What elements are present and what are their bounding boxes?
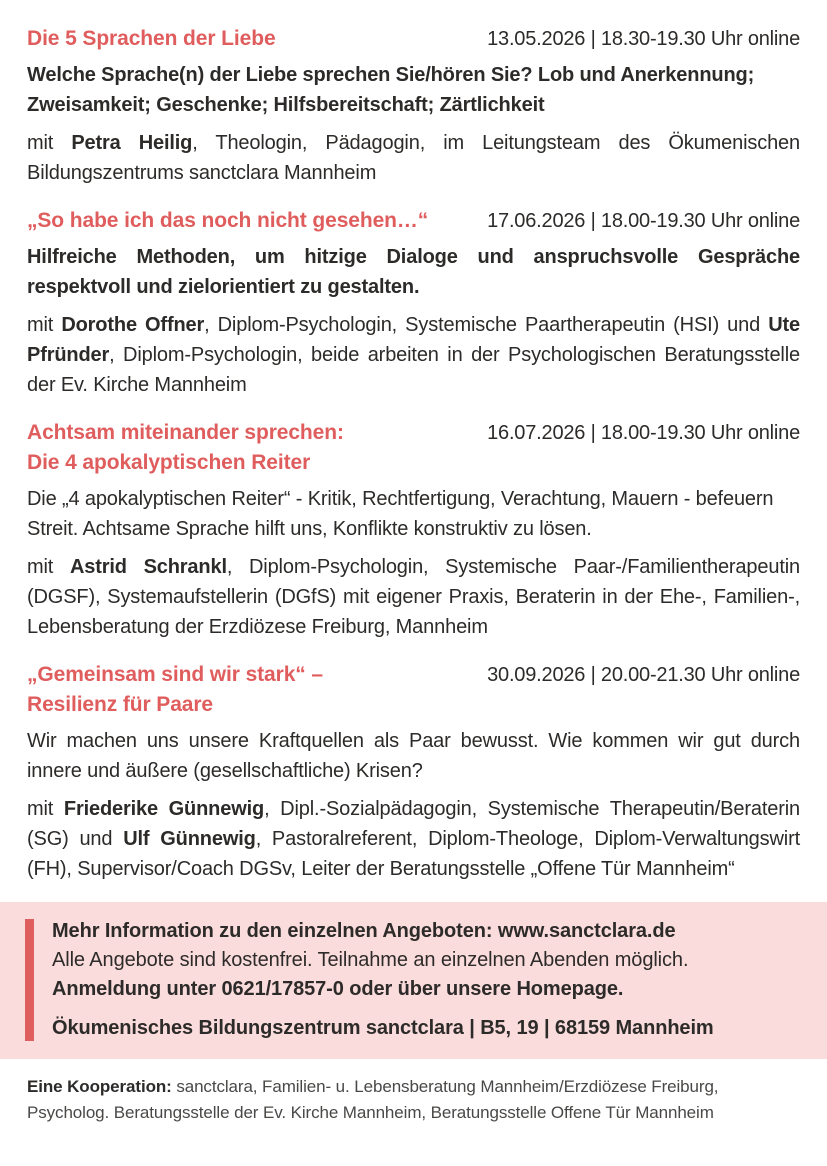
info-address-line bbox=[52, 1014, 800, 1043]
text-run: Alle Angebote sind kostenfrei. Teilnahme an einzelnen Abenden möglich. bbox=[52, 949, 689, 971]
info-free-attendance-line bbox=[52, 946, 800, 975]
event-title bbox=[27, 24, 276, 54]
event-description: Hilfreiche Methoden, um hitzige Dialoge und anspruchsvolle Gespräche respektvoll und zielorientiert zu gestalten. bbox=[27, 246, 800, 298]
text-run: mit bbox=[27, 314, 62, 336]
info-box-text bbox=[52, 917, 800, 1043]
text-run: Petra Heilig bbox=[71, 132, 193, 154]
event-item bbox=[27, 24, 800, 188]
event-title-line: „Gemeinsam sind wir stark“ – bbox=[27, 663, 323, 686]
event-item bbox=[27, 418, 800, 642]
text-run: , Diplom-Psychologin, beide arbeiten in der Psychologischen Beratungsstelle der Ev. Kirche Mannheim bbox=[27, 344, 800, 396]
event-header bbox=[27, 418, 800, 478]
text-run: Astrid Schrankl bbox=[69, 556, 227, 578]
text-run: , Theologin, Pädagogin, im Leitungsteam des Ökumenischen Bildungszentrums sanctclara Mannheim bbox=[27, 132, 800, 184]
event-title-line: Achtsam miteinander sprechen: bbox=[27, 421, 344, 444]
event-header bbox=[27, 206, 800, 236]
event-speakers bbox=[27, 794, 800, 884]
event-description: Welche Sprache(n) der Liebe sprechen Sie/hören Sie? Lob und Anerkennung; Zweisamkeit; Geschenke; Hilfsbereitschaft; Zärtlichkeit bbox=[27, 64, 755, 116]
event-title-line: „So habe ich das noch nicht gesehen…“ bbox=[27, 209, 429, 232]
text-run: sanctclara, Familien- u. Lebensberatung Mannheim/Erzdiözese Freiburg, Psycholog. Beratungsstelle der Ev. Kirche Mannheim, Beratungsstelle Offene Tür Mannheim bbox=[27, 1077, 719, 1122]
text-run: Friederike Günnewig bbox=[63, 798, 265, 820]
info-box bbox=[0, 902, 827, 1059]
event-item bbox=[27, 206, 800, 400]
accent-bar bbox=[25, 919, 34, 1041]
text-run: Anmeldung unter 0621/17857-0 oder über unsere Homepage. bbox=[52, 978, 624, 1000]
text-run: , Pastoralreferent, Diplom-Theologe, Diplom-Verwaltungswirt (FH), Supervisor/Coach DGSv, Leiter der Beratungsstelle „Offene Tür Mannheim“ bbox=[27, 828, 800, 880]
text-run: Mehr Information zu den einzelnen Angeboten: www.sanctclara.de bbox=[52, 920, 676, 942]
event-datetime: 16.07.2026 | 18.00-19.30 Uhr online bbox=[487, 422, 800, 444]
text-run: Eine Kooperation: bbox=[27, 1077, 177, 1096]
event-datetime: 30.09.2026 | 20.00-21.30 Uhr online bbox=[487, 664, 800, 686]
text-run: mit bbox=[27, 556, 70, 578]
text-run: , Diplom-Psychologin, Systemische Paartherapeutin (HSI) und bbox=[204, 314, 769, 336]
event-datetime: 17.06.2026 | 18.00-19.30 Uhr online bbox=[487, 210, 800, 232]
event-title-line: Die 5 Sprachen der Liebe bbox=[27, 27, 276, 50]
text-run: , Dipl.-Sozialpädagogin, Systemische Therapeutin/Beraterin (SG) und bbox=[27, 798, 800, 850]
event-speakers bbox=[27, 310, 800, 400]
info-website-line bbox=[52, 917, 800, 946]
text-run: Ulf Günnewig bbox=[123, 828, 256, 850]
event-title bbox=[27, 418, 344, 478]
event-description: Die „4 apokalyptischen Reiter“ - Kritik, Rechtfertigung, Verachtung, Mauern - befeuern Streit. Achtsame Sprache hilft uns, Konflikte konstruktiv zu lösen. bbox=[27, 488, 774, 540]
event-description: Wir machen uns unsere Kraftquellen als Paar bewusst. Wie kommen wir gut durch innere und äußere (gesellschaftliche) Krisen? bbox=[27, 730, 800, 782]
event-item bbox=[27, 660, 800, 884]
text-run: mit bbox=[27, 798, 64, 820]
event-header bbox=[27, 660, 800, 720]
event-title-line: Resilienz für Paare bbox=[27, 693, 214, 716]
text-run: , Diplom-Psychologin, Systemische Paar-/Familientherapeutin (DGSF), Systemaufstellerin (DGfS) mit eigener Praxis, Beraterin in der Ehe-, Familien-, Lebensberatung der Erzdiözese Freiburg, Mannheim bbox=[27, 556, 800, 638]
event-title-line: Die 4 apokalyptischen Reiter bbox=[27, 451, 311, 474]
event-title bbox=[27, 660, 323, 720]
text-run: Ute Pfründer bbox=[27, 314, 800, 366]
info-registration-line bbox=[52, 975, 800, 1004]
event-speakers bbox=[27, 552, 800, 642]
event-header bbox=[27, 24, 800, 54]
event-speakers bbox=[27, 128, 800, 188]
event-datetime: 13.05.2026 | 18.30-19.30 Uhr online bbox=[487, 28, 800, 50]
text-run: Dorothe Offner bbox=[61, 314, 205, 336]
cooperation-footer bbox=[0, 1059, 827, 1126]
text-run: Ökumenisches Bildungszentrum sanctclara | B5, 19 | 68159 Mannheim bbox=[52, 1017, 714, 1039]
text-run: mit bbox=[27, 132, 72, 154]
event-title bbox=[27, 206, 428, 236]
